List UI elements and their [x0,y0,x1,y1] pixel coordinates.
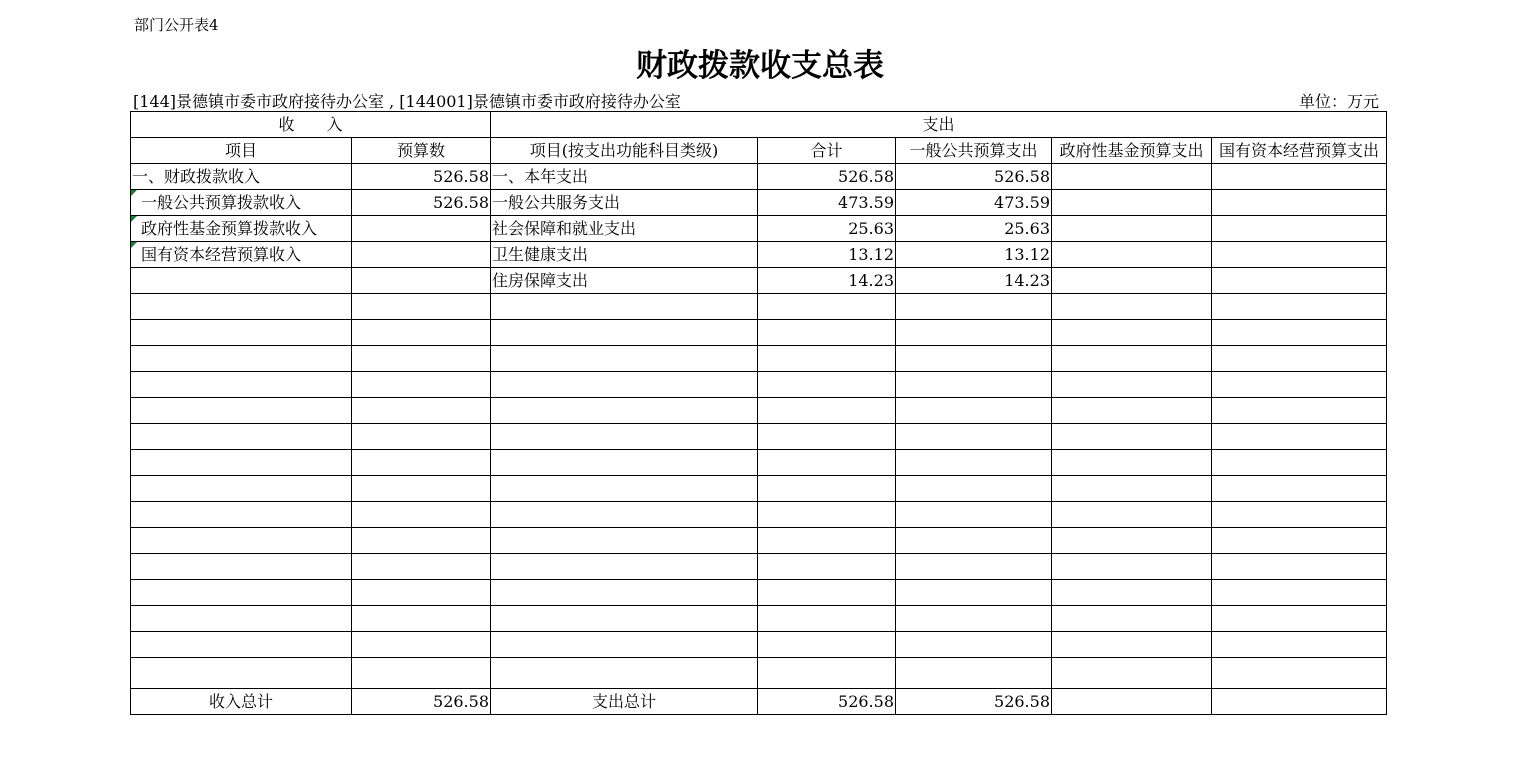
empty-cell [352,502,491,528]
col-header-fund: 政府性基金预算支出 [1052,138,1212,164]
total-cell: 526.58 [758,164,896,190]
income-item-cell: 一、财政拨款收入 [131,164,352,190]
empty-cell [1212,554,1387,580]
total-cell: 14.23 [758,268,896,294]
empty-cell [1052,658,1212,689]
empty-cell [491,346,758,372]
col-header-total: 合计 [758,138,896,164]
empty-row [131,476,1387,502]
empty-cell [491,450,758,476]
empty-cell [352,580,491,606]
empty-row [131,424,1387,450]
total-cell: 13.12 [758,242,896,268]
empty-cell [758,424,896,450]
empty-cell [491,398,758,424]
col-header-item: 项目 [131,138,352,164]
empty-cell [896,450,1052,476]
empty-cell [896,424,1052,450]
empty-row [131,502,1387,528]
empty-cell [896,632,1052,658]
empty-row [131,606,1387,632]
empty-cell [1052,346,1212,372]
empty-cell [491,528,758,554]
empty-cell [131,658,352,689]
empty-cell [1052,528,1212,554]
empty-cell [896,528,1052,554]
general-cell: 13.12 [896,242,1052,268]
income-item-cell: 政府性基金预算拨款收入 [131,216,352,242]
col-header-general: 一般公共预算支出 [896,138,1052,164]
empty-cell [131,346,352,372]
empty-cell [896,580,1052,606]
empty-cell [896,346,1052,372]
total-cell: 473.59 [758,190,896,216]
fund-cell [1052,242,1212,268]
expense-item-cell: 卫生健康支出 [491,242,758,268]
empty-cell [1212,632,1387,658]
general-cell: 526.58 [896,164,1052,190]
empty-cell [1212,346,1387,372]
general-cell: 14.23 [896,268,1052,294]
col-header-state: 国有资本经营预算支出 [1212,138,1387,164]
income-item-cell: 国有资本经营预算收入 [131,242,352,268]
empty-cell [1052,476,1212,502]
empty-cell [352,450,491,476]
general-cell: 473.59 [896,190,1052,216]
empty-cell [1052,398,1212,424]
empty-cell [1052,372,1212,398]
totals-row [131,689,1387,715]
total-cell: 25.63 [758,216,896,242]
col-header-budget: 预算数 [352,138,491,164]
empty-row [131,658,1387,689]
document-code: 部门公开表4 [134,16,219,34]
empty-cell [758,580,896,606]
table-row [131,242,1387,268]
empty-cell [1212,450,1387,476]
empty-cell [352,372,491,398]
empty-cell [131,632,352,658]
finance-table [130,111,1387,715]
table-row [131,216,1387,242]
state-cell [1212,164,1387,190]
empty-cell [1052,294,1212,320]
general-sum-cell: 526.58 [896,689,1052,715]
empty-cell [1212,398,1387,424]
empty-cell [758,320,896,346]
empty-cell [491,632,758,658]
expense-total-label: 支出总计 [491,689,758,715]
state-cell [1212,190,1387,216]
expense-item-cell: 社会保障和就业支出 [491,216,758,242]
empty-cell [352,554,491,580]
empty-cell [131,606,352,632]
empty-cell [758,606,896,632]
empty-cell [491,658,758,689]
empty-cell [1052,502,1212,528]
unit-label: 单位：万元 [1299,92,1380,111]
fund-cell [1052,268,1212,294]
income-value-cell [352,242,491,268]
empty-row [131,450,1387,476]
empty-cell [352,658,491,689]
empty-cell [352,424,491,450]
empty-cell [131,294,352,320]
empty-cell [491,424,758,450]
state-cell [1212,268,1387,294]
empty-cell [491,320,758,346]
empty-cell [1052,424,1212,450]
empty-cell [352,320,491,346]
state-sum-cell [1212,689,1387,715]
empty-cell [896,320,1052,346]
empty-cell [131,502,352,528]
income-total-value: 526.58 [352,689,491,715]
empty-cell [896,606,1052,632]
empty-cell [131,372,352,398]
empty-cell [1052,632,1212,658]
table-row [131,164,1387,190]
empty-cell [352,294,491,320]
empty-cell [1052,320,1212,346]
empty-cell [491,554,758,580]
empty-cell [758,476,896,502]
empty-cell [896,476,1052,502]
empty-cell [131,450,352,476]
empty-cell [1212,658,1387,689]
income-value-cell [352,216,491,242]
general-cell: 25.63 [896,216,1052,242]
expense-item-cell: 住房保障支出 [491,268,758,294]
empty-cell [758,294,896,320]
unit-name: [144]景德镇市委市政府接待办公室 , [144001]景德镇市委市政府接待办公室 [133,92,681,111]
empty-cell [491,502,758,528]
income-value-cell [352,268,491,294]
empty-cell [758,346,896,372]
table-row [131,190,1387,216]
income-value-cell: 526.58 [352,190,491,216]
empty-cell [1052,554,1212,580]
empty-cell [491,372,758,398]
empty-cell [758,502,896,528]
empty-row [131,528,1387,554]
empty-row [131,398,1387,424]
empty-cell [1212,528,1387,554]
empty-cell [896,502,1052,528]
fund-cell [1052,164,1212,190]
empty-cell [896,398,1052,424]
empty-cell [1052,450,1212,476]
empty-cell [352,476,491,502]
empty-row [131,580,1387,606]
empty-cell [352,528,491,554]
table-row [131,268,1387,294]
empty-cell [352,346,491,372]
empty-cell [131,424,352,450]
empty-cell [491,294,758,320]
empty-cell [1212,320,1387,346]
empty-cell [896,294,1052,320]
empty-cell [1212,580,1387,606]
state-cell [1212,242,1387,268]
col-header-expense-item: 项目(按支出功能科目类级) [491,138,758,164]
empty-cell [758,632,896,658]
total-sum-cell: 526.58 [758,689,896,715]
empty-cell [131,528,352,554]
empty-cell [1212,372,1387,398]
empty-cell [491,476,758,502]
income-item-cell: 一般公共预算拨款收入 [131,190,352,216]
income-total-label: 收入总计 [131,689,352,715]
empty-cell [896,372,1052,398]
income-group-header: 收 入 [131,112,491,138]
empty-row [131,294,1387,320]
empty-cell [896,554,1052,580]
fund-sum-cell [1052,689,1212,715]
empty-cell [352,398,491,424]
empty-cell [131,398,352,424]
empty-cell [1212,294,1387,320]
empty-cell [491,606,758,632]
income-value-cell: 526.58 [352,164,491,190]
empty-cell [758,554,896,580]
empty-cell [896,658,1052,689]
empty-cell [352,606,491,632]
empty-row [131,554,1387,580]
empty-cell [1052,580,1212,606]
income-item-cell [131,268,352,294]
empty-cell [1212,606,1387,632]
empty-cell [491,580,758,606]
empty-cell [758,398,896,424]
expense-item-cell: 一、本年支出 [491,164,758,190]
expense-item-cell: 一般公共服务支出 [491,190,758,216]
empty-cell [758,372,896,398]
empty-row [131,346,1387,372]
empty-cell [1052,606,1212,632]
empty-row [131,320,1387,346]
empty-row [131,632,1387,658]
empty-cell [131,476,352,502]
state-cell [1212,216,1387,242]
page-title: 财政拨款收支总表 [636,48,884,84]
empty-cell [1212,502,1387,528]
empty-cell [1212,424,1387,450]
empty-cell [131,580,352,606]
fund-cell [1052,216,1212,242]
empty-cell [758,450,896,476]
empty-cell [758,528,896,554]
empty-cell [1212,476,1387,502]
empty-cell [758,658,896,689]
empty-row [131,372,1387,398]
fund-cell [1052,190,1212,216]
empty-cell [352,632,491,658]
expense-group-header: 支出 [491,112,1387,138]
empty-cell [131,320,352,346]
empty-cell [131,554,352,580]
